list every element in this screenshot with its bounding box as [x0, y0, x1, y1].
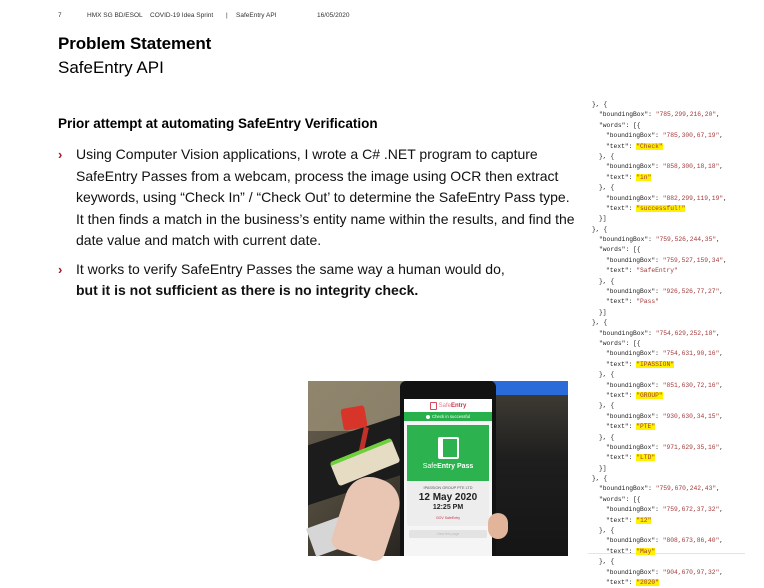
json-key: "text":	[606, 360, 637, 368]
header-org: HMX SG BD/ESOL	[87, 12, 143, 19]
json-line	[588, 225, 745, 235]
json-highlighted-value: "PTE"	[636, 423, 656, 431]
json-key: }]	[599, 215, 607, 223]
json-line	[588, 505, 745, 515]
json-key: "text":	[606, 267, 637, 275]
pass-card	[407, 425, 489, 526]
json-highlighted-value: "May"	[636, 547, 656, 555]
json-line	[588, 235, 745, 245]
json-key: "words": [{	[599, 246, 641, 254]
json-line	[588, 391, 745, 401]
json-line	[588, 256, 745, 266]
json-key: "words": [{	[599, 495, 641, 503]
json-line	[588, 557, 745, 567]
json-value: "754,629,252,18"	[655, 329, 717, 337]
json-line	[588, 547, 745, 557]
json-line	[588, 183, 745, 193]
json-key: "text":	[606, 578, 637, 586]
json-key: "boundingBox":	[606, 412, 663, 420]
json-line	[588, 443, 745, 453]
app-brand-light: Safe	[438, 402, 451, 409]
json-value: "926,526,77,27"	[662, 288, 720, 296]
json-line	[588, 422, 745, 432]
json-line	[588, 360, 745, 370]
json-key: "boundingBox":	[599, 485, 656, 493]
json-key: ,	[719, 568, 724, 576]
json-key: "text":	[606, 142, 637, 150]
pass-time: 12:25 PM	[432, 504, 464, 511]
json-key: ,	[719, 163, 724, 171]
json-line	[588, 152, 745, 162]
json-line	[588, 516, 745, 526]
json-line	[588, 381, 745, 391]
json-key: }, {	[599, 184, 615, 192]
json-value: "882,299,119,19"	[662, 194, 724, 202]
json-key: "boundingBox":	[606, 132, 663, 140]
json-key: ,	[716, 329, 720, 337]
json-value: "785,300,67,19"	[662, 132, 720, 140]
json-value: "759,670,242,43"	[655, 485, 717, 493]
bullet-item	[58, 144, 578, 252]
pass-label	[423, 463, 474, 470]
json-key: ,	[716, 111, 720, 119]
json-highlighted-value: "12"	[636, 516, 652, 524]
json-line	[588, 110, 745, 120]
json-line	[588, 484, 745, 494]
app-header	[404, 399, 492, 412]
json-key: ,	[716, 485, 720, 493]
json-key: }, {	[599, 433, 615, 441]
json-key: "words": [{	[599, 339, 641, 347]
pass-company: IPASSION GROUP PTE LTD	[423, 486, 473, 490]
json-highlighted-value: "2020"	[636, 578, 659, 586]
json-value: "858,300,18,18"	[662, 163, 720, 171]
json-key: ,	[719, 288, 724, 296]
safeentry-logo-icon	[430, 402, 437, 410]
slide-title: Problem Statement	[58, 34, 212, 53]
pass-banner	[407, 425, 489, 481]
json-key: ,	[719, 412, 724, 420]
json-line	[588, 568, 745, 578]
json-key: "text":	[606, 204, 637, 212]
json-key: "boundingBox":	[606, 288, 663, 296]
bullet-text: It works to verify SafeEntry Passes the same way a human would do,	[76, 260, 505, 277]
check-circle-icon	[426, 415, 430, 419]
json-key: }, {	[592, 319, 608, 327]
json-key: "boundingBox":	[599, 329, 656, 337]
json-key: ,	[719, 443, 724, 451]
door-icon	[438, 437, 459, 459]
json-value: "759,527,159,34"	[662, 256, 724, 264]
json-key: }, {	[599, 558, 615, 566]
json-value: "971,629,35,16"	[662, 443, 720, 451]
json-key: ,	[719, 537, 724, 545]
chevron-right-icon: ›	[58, 147, 63, 162]
json-line	[588, 412, 745, 422]
header-event: COVID-19 Idea Sprint	[150, 12, 214, 19]
json-line	[588, 121, 745, 131]
json-key: "boundingBox":	[606, 537, 663, 545]
json-line	[588, 578, 745, 588]
json-line	[588, 495, 745, 505]
json-value: "Pass"	[636, 298, 659, 306]
json-key: "boundingBox":	[606, 350, 663, 358]
json-line	[588, 287, 745, 297]
safeentry-phone-photo	[308, 381, 568, 556]
json-line	[588, 142, 745, 152]
json-key: "boundingBox":	[606, 194, 663, 202]
bullet-bold-text: but it is not sufficient as there is no integrity check.	[76, 282, 419, 298]
json-line	[588, 433, 745, 443]
json-value: "808,673,86,40"	[662, 537, 720, 545]
json-key: "boundingBox":	[599, 236, 656, 244]
json-line	[588, 100, 745, 110]
slide-subtitle: SafeEntry API	[58, 58, 164, 77]
json-highlighted-value: "GROUP"	[636, 391, 663, 399]
json-key: "text":	[606, 298, 637, 306]
json-line	[588, 277, 745, 287]
json-key: }, {	[592, 475, 608, 483]
json-key: "text":	[606, 454, 637, 462]
json-key: }, {	[592, 101, 608, 108]
checkin-status-text: Check in successful	[432, 414, 470, 419]
checkin-status-banner	[404, 412, 492, 421]
json-key: "boundingBox":	[606, 256, 663, 264]
bullet-list	[58, 144, 578, 309]
json-value: "754,631,90,16"	[662, 350, 720, 358]
json-line	[588, 214, 745, 224]
photo-monitor-dots	[504, 387, 518, 391]
json-value: "904,670,97,32"	[662, 568, 720, 576]
json-key: }, {	[599, 277, 615, 285]
json-key: "boundingBox":	[606, 163, 663, 171]
pass-label-bold: Entry Pass	[437, 462, 474, 470]
json-key: "boundingBox":	[606, 506, 663, 514]
json-key: }, {	[599, 371, 615, 379]
gov-logo: GOV SafeEntry	[435, 516, 461, 520]
json-value: "759,672,37,32"	[662, 506, 720, 514]
json-value: "785,299,216,20"	[655, 111, 717, 119]
json-key: ,	[719, 350, 724, 358]
json-key: ,	[719, 132, 724, 140]
json-key: "words": [{	[599, 121, 641, 129]
bullet-text: Using Computer Vision applications, I wrote a C# .NET program to capture SafeEntry Passes from a webcam, process the image using OCR then extract keywords, using “Check In” / “Check Out’ to determine the SafeEntry Pass type. It then finds a match in the business’s entity name within the results, and find the date value and match with current date.	[76, 146, 575, 248]
json-highlighted-value: "LTD"	[636, 454, 656, 462]
json-key: "boundingBox":	[606, 568, 663, 576]
json-value: "930,630,34,15"	[662, 412, 720, 420]
json-key: ,	[716, 236, 720, 244]
json-key: }, {	[599, 152, 615, 160]
json-line	[588, 329, 745, 339]
bullet-item	[58, 259, 578, 302]
json-highlighted-value: "Check"	[636, 142, 663, 150]
json-line	[588, 173, 745, 183]
json-line	[588, 308, 745, 318]
json-key: "text":	[606, 423, 637, 431]
json-line	[588, 349, 745, 359]
json-key: "text":	[606, 173, 637, 181]
json-value: "759,526,244,35"	[655, 236, 717, 244]
header-date: 16/05/2020	[317, 12, 350, 19]
json-line	[588, 526, 745, 536]
section-heading: Prior attempt at automating SafeEntry Verification	[58, 116, 378, 131]
pass-date: 12 May 2020	[418, 492, 478, 503]
chevron-right-icon: ›	[58, 261, 63, 277]
json-highlighted-value: "in"	[636, 173, 652, 181]
json-line	[588, 370, 745, 380]
header-topic: SafeEntry API	[236, 12, 277, 19]
json-line	[588, 464, 745, 474]
json-line	[588, 536, 745, 546]
ocr-json-output	[588, 100, 745, 586]
json-highlighted-value: "IPASSION"	[636, 360, 675, 368]
json-key: }]	[599, 464, 607, 472]
json-key: ,	[723, 194, 727, 202]
json-key: "text":	[606, 547, 637, 555]
json-line	[588, 194, 745, 204]
json-line	[588, 474, 745, 484]
photo-finger	[488, 513, 508, 539]
json-key: "boundingBox":	[606, 443, 663, 451]
json-line	[588, 131, 745, 141]
slide-number: 7	[58, 12, 62, 19]
app-brand-bold: Entry	[451, 402, 467, 409]
json-key: "boundingBox":	[606, 381, 663, 389]
json-line	[588, 204, 745, 214]
json-line	[588, 339, 745, 349]
json-value: "SafeEntry"	[636, 267, 678, 275]
view-page-button: View this page	[409, 530, 487, 538]
json-key: ,	[719, 381, 724, 389]
json-line	[588, 401, 745, 411]
json-line	[588, 266, 745, 276]
json-key: "text":	[606, 516, 637, 524]
json-line	[588, 453, 745, 463]
pass-label-light: Safe	[422, 462, 438, 470]
json-line	[588, 245, 745, 255]
header-separator: |	[226, 12, 228, 19]
json-highlighted-value: "successful!"	[636, 204, 686, 212]
json-key: "boundingBox":	[599, 111, 656, 119]
phone	[400, 381, 496, 556]
phone-screen	[404, 399, 492, 556]
json-key: ,	[719, 506, 724, 514]
json-line	[588, 297, 745, 307]
json-key: }]	[599, 308, 607, 316]
json-line	[588, 318, 745, 328]
json-value: "851,630,72,16"	[662, 381, 720, 389]
json-key: }, {	[599, 402, 615, 410]
json-key: }, {	[592, 225, 608, 233]
json-key: }, {	[599, 527, 615, 535]
json-key: "text":	[606, 391, 637, 399]
json-key: ,	[723, 256, 727, 264]
json-line	[588, 162, 745, 172]
